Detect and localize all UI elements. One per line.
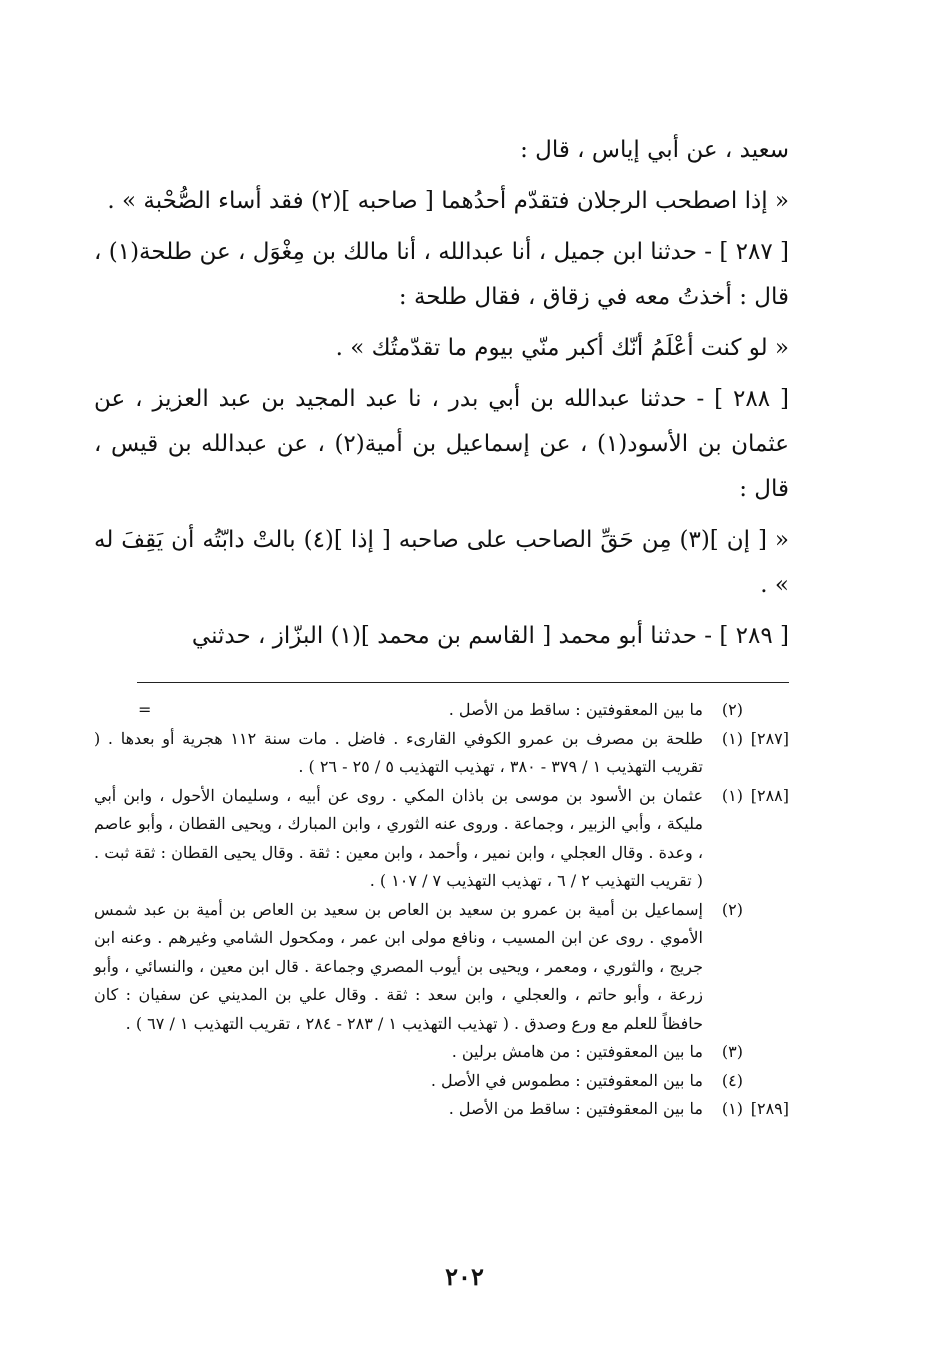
footnote-text: إسماعيل بن أمية بن عمرو بن سعيد بن العاص بن سعيد بن العاص بن أمية بن عبد شمس الأموي . روى عن ابن المسيب ، ونافع مولى ابن عمر ، ومكحول الشامي وغيرهم . وعنه ابن جريج ، والثوري ، ومعمر ، ويحيى بن أيوب المصري وجماعة . قال ابن معين ، والنسائي ، وأبو زرعة ، وأبو حاتم ، والعجلي ، وابن سعد : ثقة . وقال علي بن المديني عن سفيان : كان حافظاً للعلم مع ورع وصدق . ( تهذيب التهذيب ١ / ٢٨٣ - ٢٨٤ ، تقريب التهذيب ١ / ٦٧ ) . bbox=[94, 899, 704, 1033]
footnote-item bbox=[94, 1038, 789, 1067]
footnote-number: (٣) bbox=[721, 1042, 743, 1061]
footnote-item bbox=[94, 782, 789, 896]
footnote-item bbox=[94, 725, 789, 782]
footnote-continuation-mark: = bbox=[138, 700, 152, 719]
footnote-hadith-ref: [٢٨٨] bbox=[750, 785, 789, 805]
text-paragraph: [ ٢٨٧ ] - حدثنا ابن جميل ، أنا عبدالله ، أنا مالك بن مِغْوَل ، عن طلحة(١) ، قال : أخذتُ معه في زقاق ، فقال طلحة : bbox=[94, 239, 789, 310]
footnote-number: (١) bbox=[721, 728, 743, 748]
footnote-text: ما بين المعقوفتين : ساقط من الأصل . bbox=[448, 700, 703, 719]
footnote-number: (٢) bbox=[721, 899, 743, 919]
text-paragraph: « إذا اصطحب الرجلان فتقدّم أحدُهما [ صاحبه ](٢) فقد أساء الصُّحْبة » . bbox=[107, 188, 789, 214]
footnote-text: عثمان بن الأسود بن موسى بن باذان المكي . روى عن أبيه ، وسليمان الأحول ، وابن أبي مليكة ، وأبي الزبير ، وجماعة . وروى عنه الثوري ، وابن المبارك ، ويحيى القطان ، وأبو عاصم ، وعدة . وقال العجلي ، وابن نمير ، وأحمد ، وابن معين : ثقة . وقال يحيى القطان : ثقة ثبت . ( تقريب التهذيب ٢ / ٦ ، تهذيب التهذيب ٧ / ١٠٧ ) . bbox=[94, 785, 703, 890]
footnote-text: ما بين المعقوفتين : من هامش برلين . bbox=[451, 1042, 703, 1061]
page-number: ٢٠٢ bbox=[445, 1262, 484, 1291]
footnote-hadith-ref bbox=[743, 896, 789, 1039]
text-paragraph: [ ٢٨٩ ] - حدثنا أبو محمد [ القاسم بن محمد ](١) البزّاز ، حدثني bbox=[191, 623, 789, 649]
footnote-text: ما بين المعقوفتين : ساقط من الأصل . bbox=[448, 1099, 703, 1118]
text-paragraph: « لو كنت أعْلَمُ أنّك أكبر منّي بيوم ما تقدّمتُك » . bbox=[335, 335, 789, 361]
footnote-hadith-ref: [٢٨٩] bbox=[750, 1099, 789, 1118]
footnote-hadith-ref bbox=[743, 1038, 789, 1067]
footnote-item bbox=[94, 696, 789, 725]
footnote-text: ما بين المعقوفتين : مطموس في الأصل . bbox=[430, 1070, 703, 1090]
footnote-text: طلحة بن مصرف بن عمرو الكوفي القارىء . فاضل . مات سنة ١١٢ هجرية أو بعدها . ( تقريب التهذيب ١ / ٣٧٩ - ٣٨٠ ، تهذيب التهذيب ٥ / ٢٥ - ٢٦ ) . bbox=[94, 728, 703, 776]
footnote-item bbox=[94, 1067, 789, 1096]
footnote-hadith-ref bbox=[743, 1067, 789, 1096]
footnote-number: (١) bbox=[721, 785, 743, 805]
footnote-number: (٤) bbox=[721, 1070, 743, 1090]
text-paragraph: سعيد ، عن أبي إياس ، قال : bbox=[520, 137, 789, 163]
footnote-hadith-ref bbox=[743, 696, 789, 725]
text-paragraph: [ ٢٨٨ ] - حدثنا عبدالله بن أبي بدر ، نا عبد المجيد بن عبد العزيز ، عن عثمان بن الأسود(١) ، عن إسماعيل بن أمية(٢) ، عن عبدالله بن قيس ، قال : bbox=[94, 386, 789, 502]
text-paragraph: « [ إن ](٣) مِن حَقِّ الصاحب على صاحبه [ إذا ](٤) بالتْ دابّتُه أن يَقِفَ له » . bbox=[94, 527, 789, 598]
footnote-hadith-ref: [٢٨٧] bbox=[750, 728, 789, 748]
main-text bbox=[94, 128, 789, 659]
footnote-divider bbox=[137, 682, 789, 683]
footnotes bbox=[94, 696, 789, 1124]
footnote-number: (١) bbox=[721, 1099, 743, 1118]
footnote-item bbox=[94, 1095, 789, 1124]
footnote-item bbox=[94, 896, 789, 1039]
footnote-number: (٢) bbox=[721, 700, 743, 719]
